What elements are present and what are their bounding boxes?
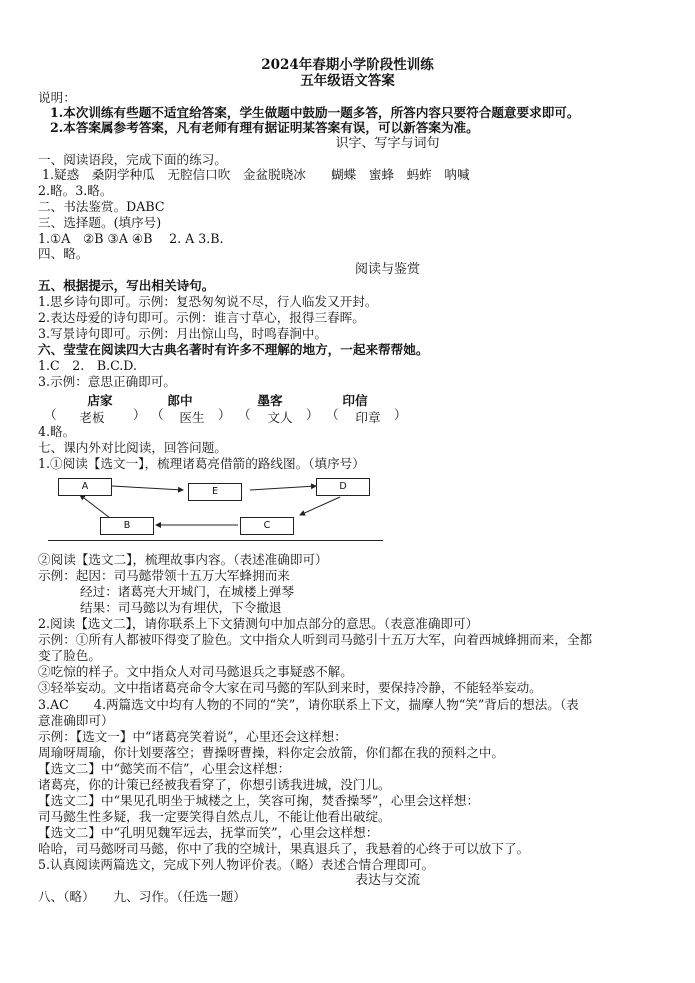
q6-paren-close-4: ） (394, 407, 407, 422)
q6-word-2: 郎中 (167, 393, 193, 408)
q7-4-line-6: 司马懿生性多疑，我一定要笑得自然点儿，不能让他看出破绽。 (38, 809, 391, 824)
q7-1b-result: 结果：司马懿以为有埋伏，下令撤退 (80, 600, 282, 615)
q6-paren-close-1: ） (133, 407, 146, 422)
q6-paren-open-3: （ (238, 407, 251, 422)
q6-paren-close-2: ） (218, 407, 231, 422)
q7-4-line-7: 【选文二】中“孔明见魏军远去，抚掌而笑”，心里会这样想： (38, 825, 379, 840)
q1-answer-2: 2.略。3.略。 (38, 183, 113, 198)
q6-answer-4: 4.略。 (38, 424, 76, 439)
q3-text: 三、选择题。(填序号) (38, 215, 162, 230)
route-box-e: E (188, 483, 242, 501)
q6-paren-open-1: （ (44, 407, 57, 422)
q6-paren-open-4: （ (326, 407, 339, 422)
q7-1b-example: 示例：起因：司马懿带领十五万大军蜂拥而来 (38, 568, 290, 583)
q6-text: 六、莹莹在阅读四大古典名著时有许多不理解的地方，一起来帮帮她。 (38, 342, 429, 357)
q7-3-text: 3.AC 4.两篇选文中均有人物的不同的“笑”，请你联系上下文，揣摩人物“笑”背后的想法。（表 (38, 697, 579, 712)
note-1: 1.本次训练有些题不适宜给答案，学生做题中鼓励一题多答，所答内容只要符合题意要求即可。 (50, 105, 580, 120)
q1-text: 一、阅读语段，完成下面的练习。 (38, 152, 227, 167)
q6-answer-word-2: 医生 (179, 410, 205, 425)
doc-subtitle: 五年级语文答案 (300, 73, 395, 89)
q5-answer-3: 3.写景诗句即可。示例：月出惊山鸟，时鸣春涧中。 (38, 326, 328, 341)
q6-answer-3: 3.示例：意思正确即可。 (38, 374, 176, 389)
q3-answer: 1.①A ②B ③A ④B 2. A 3.B. (38, 231, 224, 246)
q5-answer-2: 2.表达母爱的诗句即可。示例：谁言寸草心，报得三春晖。 (38, 310, 365, 325)
q7-4-line-8: 哈哈，司马懿呀司马懿，你中了我的空城计，果真退兵了，我悬着的心终于可以放下了。 (38, 841, 530, 856)
q8-q9-text: 八、（略） 九、习作。（任选一题） (38, 889, 246, 904)
q1-answer-1: 1.疑惑 桑阴学种瓜 无腔信口吹 金盆脱晓冰 蝴蝶 蜜蜂 蚂蚱 呐喊 (42, 167, 470, 182)
q7-4-line-1: 示例：【选文一】中“诸葛亮笑着说”，心里还会这样想： (38, 729, 347, 744)
q7-4-line-3: 【选文二】中“懿笑而不信”，心里会这样想： (38, 761, 291, 776)
q6-word-4: 印信 (342, 393, 368, 408)
route-box-a: A (58, 478, 112, 496)
q7-3-text-cont: 意准确即可） (38, 713, 114, 728)
q7-4-line-5: 【选文二】中“果见孔明坐于城楼之上，笑容可掬，焚香操琴”，心里会这样想： (38, 793, 480, 808)
q6-word-1: 店家 (87, 393, 113, 408)
q7-4-line-2: 周瑜呀周瑜，你计划要落空；曹操呀曹操，料你定会放箭，你们都在我的预料之中。 (38, 745, 504, 760)
q2-text: 二、书法鉴赏。DABC (38, 199, 165, 214)
q6-answer-word-1: 老板 (79, 410, 105, 425)
q7-2-line-1: 示例：①所有人都被吓得变了脸色。文中指众人听到司马懿引十五万大军，向着西城蜂拥而来，全都 (38, 632, 593, 647)
route-box-c: C (240, 517, 294, 535)
route-box-b: B (100, 517, 154, 535)
q6-answer-word-4: 印章 (355, 410, 381, 425)
arrow-b-to-a (80, 495, 110, 518)
q7-1b-text: ②阅读【选文二】，梳理故事内容。（表述准确即可） (38, 552, 328, 567)
diagram-rule (48, 540, 383, 541)
section-heading-expression: 表达与交流 (354, 873, 420, 888)
q6-paren-close-3: ） (306, 407, 319, 422)
q6-word-3: 墨客 (257, 393, 283, 408)
arrow-a-to-e (112, 486, 183, 490)
route-diagram (50, 473, 380, 543)
q6-paren-open-2: （ (151, 407, 164, 422)
q5-answer-1: 1.思乡诗句即可。示例：复恐匆匆说不尽，行人临发又开封。 (38, 294, 378, 309)
note-2: 2.本答案属参考答案，凡有老师有理有据证明某答案有误，可以新答案为准。 (50, 120, 479, 135)
q7-5-text: 5.认真阅读两篇选文，完成下列人物评价表。（略）表述合情合理即可。 (38, 857, 435, 872)
q7-2-text: 2.阅读【选文二】，请你联系上下文猜测句中加点部分的意思。（表意准确即可） (38, 616, 479, 631)
q7-1b-process: 经过：诸葛亮大开城门，在城楼上弹琴 (80, 584, 295, 599)
q6-answer-1: 1.C 2. B.C.D. (38, 358, 137, 373)
q7-2-line-3: ②吃惊的样子。文中指众人对司马懿退兵之事疑惑不解。 (38, 664, 353, 679)
q6-answer-word-3: 文人 (267, 410, 293, 425)
doc-title: 2024年春期小学阶段性训练 (261, 57, 434, 73)
section-heading-reading: 阅读与鉴赏 (354, 262, 420, 277)
q5-text: 五、根据提示，写出相关诗句。 (38, 278, 215, 293)
q7-text: 七、课内外对比阅读，回答问题。 (38, 440, 227, 455)
q4-text: 四、略。 (38, 246, 89, 261)
q7-4-line-4: 诸葛亮，你的计策已经被我看穿了，你想引诱我进城，没门儿。 (38, 777, 391, 792)
q7-1-text: 1.①阅读【选文一】，梳理诸葛亮借箭的路线图。（填序号） (38, 456, 365, 471)
route-box-d: D (316, 478, 370, 496)
notes-label: 说明： (38, 90, 76, 105)
arrow-d-to-c (300, 497, 340, 515)
arrow-e-to-d (250, 486, 316, 490)
q7-2-line-2: 变了脸色。 (38, 648, 101, 663)
section-heading-literacy: 识字、写字与词句 (335, 136, 440, 151)
q7-2-line-4: ③轻举妄动。文中指诸葛亮命令大家在司马懿的军队到来时，要保持冷静，不能轻举妄动。 (38, 680, 542, 695)
